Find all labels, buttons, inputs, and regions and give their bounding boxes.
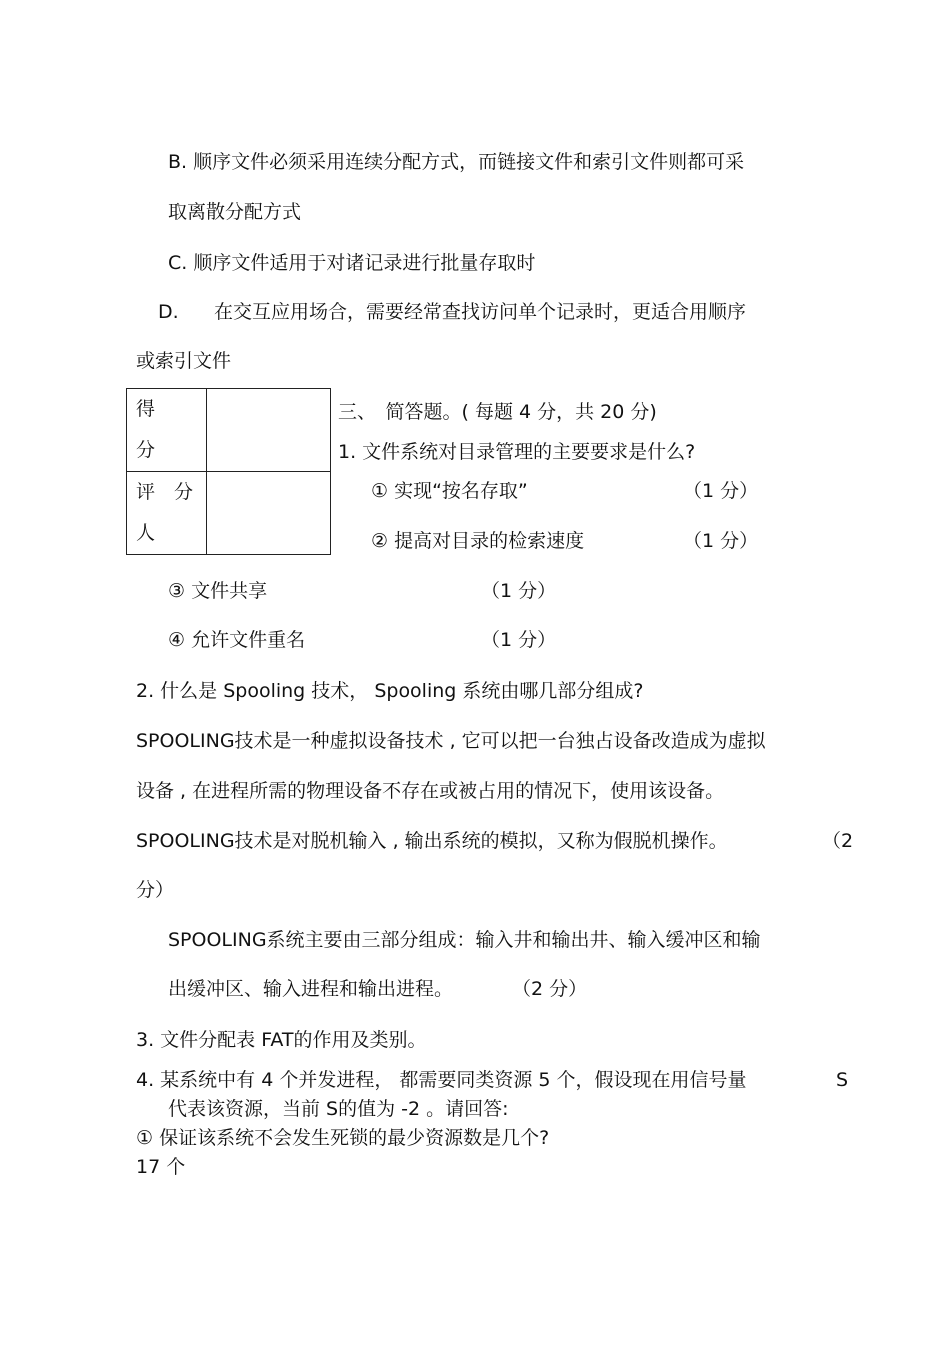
q1-item-1-score: （1 分）: [683, 480, 759, 502]
section-3-heading: 三、 简答题。( 每题 4 分，共 20 分): [338, 401, 657, 423]
q2-p2-line1: SPOOLING技术是对脱机输入 , 输出系统的模拟，又称为假脱机操作。: [136, 830, 728, 852]
grader-label-1: 评 分: [136, 481, 194, 503]
q1-item-2-score: （1 分）: [683, 530, 759, 552]
q1-item-2-text: ② 提高对目录的检索速度: [371, 530, 585, 552]
score-table: [126, 388, 331, 555]
q2-p1-line1: SPOOLING技术是一种虚拟设备技术 , 它可以把一台独占设备改造成为虚拟: [136, 730, 766, 752]
q4-answer1: 17 个: [136, 1156, 186, 1178]
option-c: C. 顺序文件适用于对诸记录进行批量存取时: [168, 252, 536, 274]
option-d-letter: D.: [158, 301, 179, 323]
option-b-line1: B. 顺序文件必须采用连续分配方式，而链接文件和索引文件则都可采: [168, 151, 745, 173]
q2-p1-line2: 设备 , 在进程所需的物理设备不存在或被占用的情况下，使用该设备。: [136, 780, 725, 802]
option-d-line1: 在交互应用场合，需要经常查找访问单个记录时，更适合用顺序: [214, 301, 747, 323]
score-label-cell: [127, 389, 207, 472]
q4-line1-end: S: [836, 1069, 849, 1091]
option-b-line2: 取离散分配方式: [168, 201, 302, 223]
q1-item-3-score: （1 分）: [481, 580, 557, 602]
option-d-line2: 或索引文件: [136, 350, 232, 372]
q2-p2-line2: 分）: [136, 879, 175, 901]
q2-question: 2. 什么是 Spooling 技术， Spooling 系统由哪几部分组成?: [136, 680, 644, 702]
grader-value-cell: [207, 472, 331, 555]
grader-label-2: 人: [136, 522, 156, 544]
q1-item-4-text: ④ 允许文件重名: [168, 629, 306, 651]
q1-question: 1. 文件系统对目录管理的主要要求是什么?: [338, 441, 696, 463]
q1-item-1-text: ① 实现“按名存取”: [371, 480, 528, 502]
score-value-cell: [207, 389, 331, 472]
q4-line2: 代表该资源，当前 S的值为 -2 。请回答:: [168, 1098, 509, 1120]
grader-label-cell: [127, 472, 207, 555]
score-label-2: 分: [136, 439, 156, 461]
q1-item-3-text: ③ 文件共享: [168, 580, 268, 602]
score-label-1: 得: [136, 398, 156, 420]
q2-p3-score: （2 分）: [512, 978, 588, 1000]
q4-line1: 4. 某系统中有 4 个并发进程， 都需要同类资源 5 个，假设现在用信号量: [136, 1069, 747, 1091]
q2-p2-score: （2: [822, 830, 854, 852]
q4-sub1: ① 保证该系统不会发生死锁的最少资源数是几个?: [136, 1127, 550, 1149]
q2-p3-line1: SPOOLING系统主要由三部分组成：输入井和输出井、输入缓冲区和输: [168, 929, 761, 951]
q1-item-4-score: （1 分）: [481, 629, 557, 651]
q3-question: 3. 文件分配表 FAT的作用及类别。: [136, 1029, 427, 1051]
q2-p3-line2: 出缓冲区、输入进程和输出进程。: [168, 978, 454, 1000]
